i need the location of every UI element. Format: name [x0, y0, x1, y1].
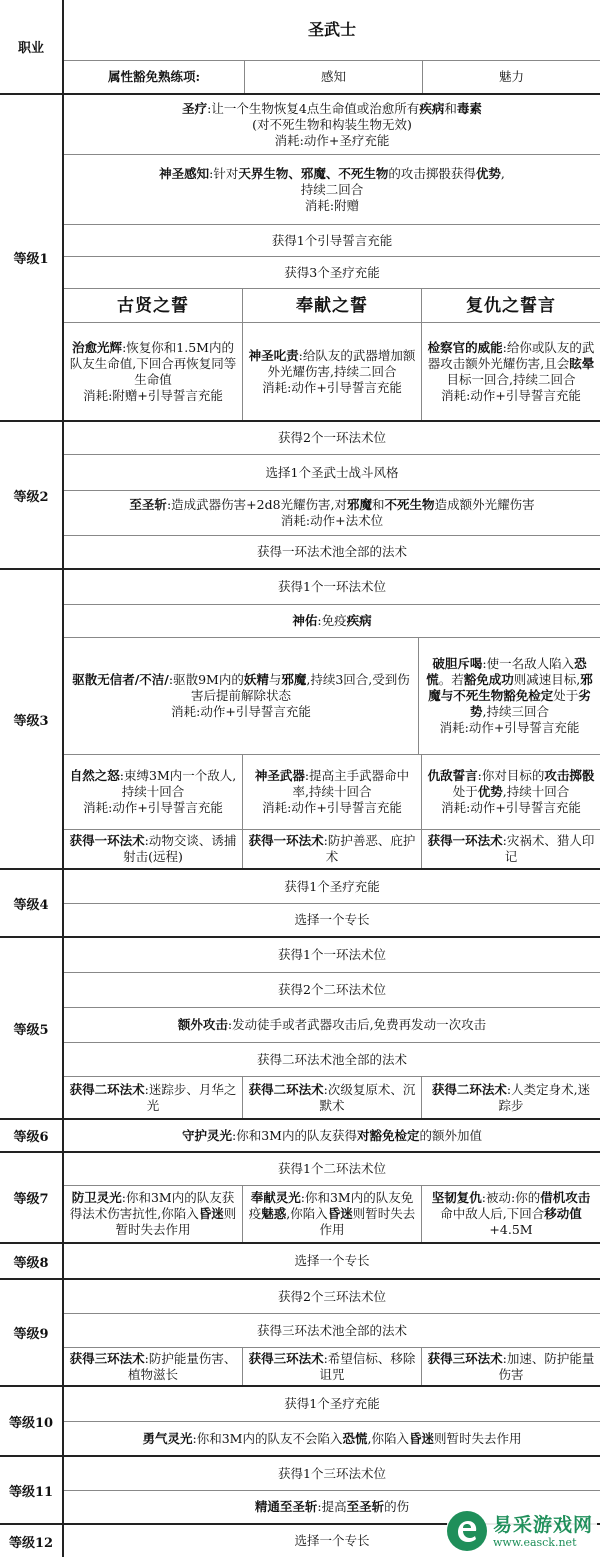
spells-list: :防护善恶、庇护术 — [323, 833, 416, 864]
spells-label: 获得三环法术 — [69, 1350, 145, 1366]
keyword: 昏迷 — [198, 1206, 224, 1221]
level-label: 等级11 — [8, 1484, 54, 1500]
feature-text: 选择一个专长 — [294, 1253, 370, 1268]
spells-label: 获得二环法术 — [431, 1081, 507, 1097]
l7-auras-row — [64, 1186, 600, 1244]
spells-list: :灾祸术、猎人印记 — [502, 833, 595, 864]
feature-name: 勇气灵光 — [142, 1430, 193, 1446]
keyword: 恐慌 — [426, 656, 587, 687]
l11-slot-cell — [64, 1457, 600, 1490]
feature-name: 神圣叱责 — [248, 347, 299, 363]
feature-text: :免疫 — [317, 613, 347, 628]
oath-devotion-header — [242, 289, 421, 322]
feature-text: :驱散9M内的 — [168, 672, 244, 687]
l8-feat-cell — [64, 1244, 600, 1278]
level-label: 等级4 — [13, 897, 49, 913]
lay-on-hands-row — [64, 95, 600, 155]
feature-text: 选择1个圣武士战斗风格 — [265, 464, 399, 480]
level-label: 等级8 — [13, 1255, 49, 1271]
saving-throw-2 — [422, 61, 600, 93]
spells-list: :迷踪步、月华之光 — [144, 1081, 237, 1113]
feature-text: :给你或队友的武器攻击额外光耀伤害,且会 — [427, 339, 595, 371]
keyword: 眩晕 — [569, 355, 595, 371]
level-label: 等级9 — [13, 1327, 49, 1342]
feature-name: 驱散无信者/不洁/ — [72, 672, 169, 687]
feature-text: :你和3M内的队友不会陷入 — [192, 1430, 343, 1446]
feature-text: 获得1个三环法术位 — [278, 1465, 386, 1481]
aura-courage-cell — [64, 1422, 600, 1455]
feature-cost: 消耗:动作+引导誓言充能 — [441, 387, 581, 403]
feature-text: :发动徒手或者武器攻击后,免费再发动一次攻击 — [227, 1017, 487, 1032]
spells-label: 获得二环法术 — [248, 1081, 324, 1097]
feature-text: :使一名敌人陷入 — [482, 656, 575, 671]
feature-name: 检察官的威能 — [427, 339, 503, 355]
keyword: 邪魔 — [347, 497, 373, 512]
oath-vengeance-feature — [421, 323, 600, 420]
level-label: 等级2 — [13, 489, 49, 505]
oath-channel-row — [64, 755, 600, 830]
spells-list: :动物交谈、诱捕射击(远程) — [123, 833, 237, 864]
feature-text: ,持续三回合 — [482, 704, 549, 719]
keyword: 对豁免检定 — [356, 1127, 420, 1143]
feature-name: 神圣感知 — [159, 165, 210, 181]
l2-pool-cell — [64, 536, 600, 568]
keyword: 昏迷 — [408, 1430, 434, 1446]
saving-throw-row — [64, 61, 600, 95]
feature-name: 神佑 — [292, 613, 318, 628]
feature-text: 则暂时失去作用 — [433, 1430, 522, 1446]
spells-label: 获得一环法术 — [248, 833, 324, 848]
spells-label: 获得一环法术 — [427, 833, 503, 848]
feature-cost: 消耗:附赠 — [304, 197, 360, 213]
feature-name: 治愈光辉 — [72, 339, 123, 355]
spells-list: :人类定身术,迷踪步 — [498, 1081, 591, 1113]
divine-smite-cell — [64, 491, 600, 535]
feature-text: :让一个生物恢复4点生命值或治愈所有 — [207, 100, 420, 116]
aura-devotion-cell — [242, 1186, 421, 1242]
feature-note: (对不死生物和构装生物无效) — [252, 116, 412, 132]
feature-cost: 消耗:动作+引导誓言充能 — [262, 379, 402, 395]
l9-spells-ancients — [64, 1348, 242, 1385]
l5-slot1-cell — [64, 938, 600, 972]
oath-header-row — [64, 289, 600, 323]
feature-text: :针对 — [209, 165, 239, 181]
level-cell-11 — [0, 1457, 62, 1525]
lay-on-hands-cell — [64, 95, 600, 154]
l5-slot2-row — [64, 973, 600, 1008]
keyword: 优势 — [477, 784, 503, 799]
l3-slots-row — [64, 570, 600, 605]
level-cell-8 — [0, 1244, 62, 1280]
l5-spells-row — [64, 1077, 600, 1120]
l4-charge-cell — [64, 870, 600, 903]
spells-label: 获得一环法术 — [69, 833, 145, 848]
feature-name: 坚韧复仇 — [431, 1190, 482, 1205]
l9-spells-devotion — [242, 1348, 421, 1385]
abjure-enemy-cell — [418, 638, 600, 754]
l7-slot-row — [64, 1153, 600, 1186]
feature-text: 获得3个圣疗充能 — [284, 264, 380, 280]
level-cell-2 — [0, 422, 62, 570]
watermark-text — [493, 1514, 593, 1549]
feature-name: 额外攻击 — [177, 1017, 228, 1032]
feature-text: :给队友的武器增加额外光耀伤害,持续二回合 — [267, 347, 416, 379]
feature-text: :你和3M内的队友免疫 — [248, 1190, 414, 1221]
l4-feat-row — [64, 904, 600, 938]
feature-text: :提高 — [317, 1499, 347, 1514]
keyword: 疾病 — [419, 100, 445, 116]
feature-text: 获得三环法术池全部的法术 — [256, 1322, 407, 1338]
level-cell-4 — [0, 870, 62, 938]
feature-text: ,你陷入 — [367, 1430, 409, 1446]
class-title-cell — [64, 0, 600, 60]
l9-slots-row — [64, 1280, 600, 1314]
feature-text: ,持续十回合 — [502, 784, 570, 799]
channel-divinity-cell — [64, 225, 600, 256]
turn-the-unholy-cell — [64, 638, 418, 754]
saving-throw-value: 魅力 — [498, 69, 524, 84]
feature-text: 获得1个圣疗充能 — [284, 878, 380, 894]
saving-throw-1 — [244, 61, 422, 93]
keyword: 移动值 — [544, 1206, 582, 1221]
feature-name: 圣疗 — [182, 100, 208, 116]
aura-courage-row — [64, 1422, 600, 1457]
l10-charge-row — [64, 1387, 600, 1422]
feature-column — [62, 0, 600, 1557]
feature-name: 防卫灵光 — [71, 1190, 122, 1205]
feature-text: 。若 — [438, 672, 464, 687]
class-title: 圣武士 — [307, 20, 356, 39]
l2-slots-row — [64, 422, 600, 455]
feature-text: ,持续3回合,受到伤害后提前解除状态 — [190, 672, 410, 703]
spells-list: :次级复原术、沉默术 — [319, 1081, 416, 1113]
l5-slot2-cell — [64, 973, 600, 1007]
feature-text: 和 — [372, 497, 385, 512]
oath-name: 古贤之誓 — [117, 295, 189, 316]
oath-ancients-feature — [64, 323, 242, 420]
keyword: 魅惑 — [261, 1206, 287, 1221]
divine-sense-cell — [64, 155, 600, 224]
channel-options-row — [64, 638, 600, 755]
divine-sense-row — [64, 155, 600, 225]
feature-text: +4.5M — [489, 1222, 533, 1237]
feature-name: 自然之怒 — [69, 768, 120, 783]
extra-attack-cell — [64, 1008, 600, 1042]
watermark-url: www.easck.net — [493, 1535, 577, 1549]
l9-slots-cell — [64, 1280, 600, 1313]
lay-charges-cell — [64, 257, 600, 288]
class-title-row — [64, 0, 600, 61]
feature-name: 破胆斥喝 — [432, 656, 483, 671]
feature-text: 获得2个二环法术位 — [278, 982, 386, 997]
level-cell-3 — [0, 570, 62, 870]
level-cell-5 — [0, 938, 62, 1120]
feature-cost: 消耗:动作+引导誓言充能 — [83, 800, 223, 815]
l2-pool-row — [64, 536, 600, 570]
l5-spells-devotion — [242, 1077, 421, 1118]
spells-label: 获得二环法术 — [69, 1081, 145, 1097]
spells-label: 获得三环法术 — [248, 1350, 324, 1366]
level-cell-9 — [0, 1280, 62, 1387]
feature-name: 仇敌誓言 — [427, 768, 478, 783]
level-column — [0, 0, 62, 1557]
l9-pool-cell — [64, 1314, 600, 1347]
level-label: 等级1 — [13, 252, 49, 267]
relentless-avenger-cell — [421, 1186, 600, 1242]
divine-health-cell — [64, 605, 600, 637]
keyword: 毒素 — [456, 100, 482, 116]
feature-text: 的攻击掷骰获得 — [388, 165, 476, 181]
feature-text: 目标一回合,持续二回合 — [446, 371, 576, 387]
keyword: 至圣斩 — [346, 1499, 385, 1514]
level-cell-7 — [0, 1153, 62, 1244]
l9-spells-row — [64, 1348, 600, 1387]
aura-protection-row — [64, 1120, 600, 1153]
l8-feat-row — [64, 1244, 600, 1280]
fighting-style-cell — [64, 455, 600, 490]
l5-spells-vengeance — [421, 1077, 600, 1118]
watermark-name: 易采游戏网 — [493, 1513, 594, 1536]
feature-name: 奉献灵光 — [250, 1190, 301, 1205]
natures-wrath-cell — [64, 755, 242, 829]
spells-list: :加速、防护能量伤害 — [498, 1350, 595, 1382]
level-label: 等级6 — [13, 1130, 49, 1145]
feature-text: :被动:你的 — [481, 1190, 541, 1205]
level-cell-12 — [0, 1525, 62, 1557]
keyword: 天界生物、邪魔、不死生物 — [238, 165, 389, 181]
keyword: 恐慌 — [342, 1430, 368, 1446]
l9-pool-row — [64, 1314, 600, 1348]
oath-vengeance-header — [421, 289, 600, 322]
keyword: 攻击掷骰 — [544, 768, 595, 783]
feature-text: 造成额外光耀伤害 — [434, 497, 535, 512]
site-watermark — [447, 1506, 597, 1556]
l3-slots-cell — [64, 570, 600, 604]
feature-text: :恢复你和1.5M内的队友生命值,下回合再恢复同等生命值 — [69, 339, 237, 387]
aura-warding-cell — [64, 1186, 242, 1242]
header-col-label — [0, 0, 62, 95]
keyword: 昏迷 — [327, 1206, 353, 1221]
spells-list: :防护能量伤害、植物滋长 — [127, 1350, 237, 1382]
feature-text: :你和3M内的队友获得法术伤害抗性,你陷入 — [69, 1190, 235, 1221]
level-label: 等级12 — [8, 1535, 54, 1551]
col-label-text: 职业 — [17, 41, 44, 56]
l4-charge-row — [64, 870, 600, 904]
feature-text: ,你陷入 — [286, 1206, 328, 1221]
feature-text: :造成武器伤害+2d8光耀伤害,对 — [166, 497, 348, 512]
oath-name: 复仇之誓言 — [466, 295, 556, 316]
l3-spells-ancients — [64, 830, 242, 868]
level-label: 等级5 — [13, 1022, 49, 1038]
l11-slot-row — [64, 1457, 600, 1491]
level-cell-6 — [0, 1120, 62, 1153]
l10-charge-cell — [64, 1387, 600, 1421]
feature-text: 命中敌人后,下回合 — [440, 1206, 545, 1221]
feature-cost: 消耗:动作+引导誓言充能 — [262, 800, 402, 815]
feature-name: 精通至圣斩 — [254, 1499, 318, 1514]
feature-cost: 消耗:动作+引导誓言充能 — [441, 800, 581, 815]
feature-text: :你和3M内的队友获得 — [232, 1127, 357, 1143]
oath-name: 奉献之誓 — [296, 295, 368, 316]
l5-pool-cell — [64, 1043, 600, 1076]
extra-attack-row — [64, 1008, 600, 1043]
level-label: 等级3 — [13, 713, 49, 729]
keyword: 借机攻击 — [540, 1190, 591, 1205]
feature-text: 选择一个专长 — [294, 912, 370, 927]
feature-text: 与 — [268, 672, 282, 687]
keyword: 劣势 — [470, 688, 591, 719]
spells-list: :希望信标、移除诅咒 — [319, 1350, 416, 1382]
feature-text: :束缚3M内一个敌人,持续十回合 — [119, 768, 237, 799]
level-label: 等级10 — [8, 1415, 54, 1431]
l3-spells-devotion — [242, 830, 421, 868]
level-cell-10 — [0, 1387, 62, 1457]
feature-text: 则减速目标, — [513, 672, 581, 687]
fighting-style-row — [64, 455, 600, 491]
saving-throw-label: 属性豁免熟练项: — [107, 69, 201, 84]
feature-text: 获得二环法术池全部的法术 — [256, 1051, 407, 1067]
feature-cost: 消耗:动作+引导誓言充能 — [171, 704, 311, 719]
oath-devotion-feature — [242, 323, 421, 420]
keyword: 疾病 — [346, 613, 372, 628]
feature-cost: 消耗:附赠+引导誓言充能 — [83, 387, 223, 403]
l3-spells-vengeance — [421, 830, 600, 868]
l2-slots-cell — [64, 422, 600, 454]
l7-slot-cell — [64, 1153, 600, 1185]
keyword: 豁免成功 — [463, 672, 514, 687]
keyword: 邪魔与不死生物豁免检定 — [428, 672, 593, 703]
feature-text: 的额外加值 — [419, 1127, 482, 1143]
feature-duration: 持续二回合 — [300, 181, 364, 197]
sacred-weapon-cell — [242, 755, 421, 829]
feature-text: 获得2个一环法术位 — [278, 430, 386, 445]
feature-text: 处于 — [553, 688, 579, 703]
feature-text: 和 — [444, 100, 457, 116]
feature-text: 获得1个引导誓言充能 — [271, 232, 393, 248]
e-leaf-logo-icon — [447, 1511, 487, 1551]
feature-cost: 消耗:动作+圣疗充能 — [274, 132, 390, 148]
feature-text: 选择一个专长 — [294, 1533, 370, 1548]
feature-text: 获得1个一环法术位 — [278, 947, 386, 962]
feature-text: 获得1个圣疗充能 — [284, 1396, 380, 1411]
aura-protection-cell — [64, 1120, 600, 1151]
feature-name: 神圣武器 — [254, 768, 305, 783]
feature-text: 则暂时失去作用 — [115, 1206, 237, 1237]
l5-pool-row — [64, 1043, 600, 1077]
feature-text: 获得1个一环法术位 — [278, 579, 386, 594]
feature-name: 守护灵光 — [181, 1127, 232, 1143]
lay-charges-row — [64, 257, 600, 289]
feature-text: , — [500, 165, 505, 181]
level-label: 等级7 — [13, 1192, 49, 1207]
feature-cost: 消耗:动作+引导誓言充能 — [439, 720, 580, 735]
saving-throw-label-cell — [64, 61, 244, 93]
feature-text: 获得2个三环法术位 — [278, 1288, 386, 1304]
oath-feature-row — [64, 323, 600, 422]
divine-health-row — [64, 605, 600, 638]
feature-cost: 消耗:动作+法术位 — [280, 513, 384, 528]
keyword: 妖精 — [243, 672, 269, 687]
oath-ancients-header — [64, 289, 242, 322]
feature-text: 获得一环法术池全部的法术 — [256, 544, 407, 559]
feature-text: :提高主手武器命中率,持续十回合 — [292, 768, 410, 799]
feature-text: 则暂时失去作用 — [319, 1206, 416, 1237]
vow-of-enmity-cell — [421, 755, 600, 829]
spells-label: 获得三环法术 — [427, 1350, 503, 1366]
l9-spells-vengeance — [421, 1348, 600, 1385]
keyword: 邪魔 — [281, 672, 307, 687]
feature-text: 处于 — [452, 784, 478, 799]
l5-slot1-row — [64, 938, 600, 973]
keyword: 优势 — [475, 165, 501, 181]
feature-text: 的伤 — [384, 1499, 410, 1514]
divine-smite-row — [64, 491, 600, 536]
keyword: 不死生物 — [384, 497, 435, 512]
feature-name: 至圣斩 — [129, 497, 167, 512]
channel-divinity-row — [64, 225, 600, 257]
l4-feat-cell — [64, 904, 600, 936]
saving-throw-value: 感知 — [320, 69, 346, 84]
l3-spells-row — [64, 830, 600, 870]
level-cell-1 — [0, 95, 62, 422]
feature-text: 获得1个二环法术位 — [278, 1161, 386, 1176]
feature-text: :你对目标的 — [477, 768, 545, 783]
l5-spells-ancients — [64, 1077, 242, 1118]
